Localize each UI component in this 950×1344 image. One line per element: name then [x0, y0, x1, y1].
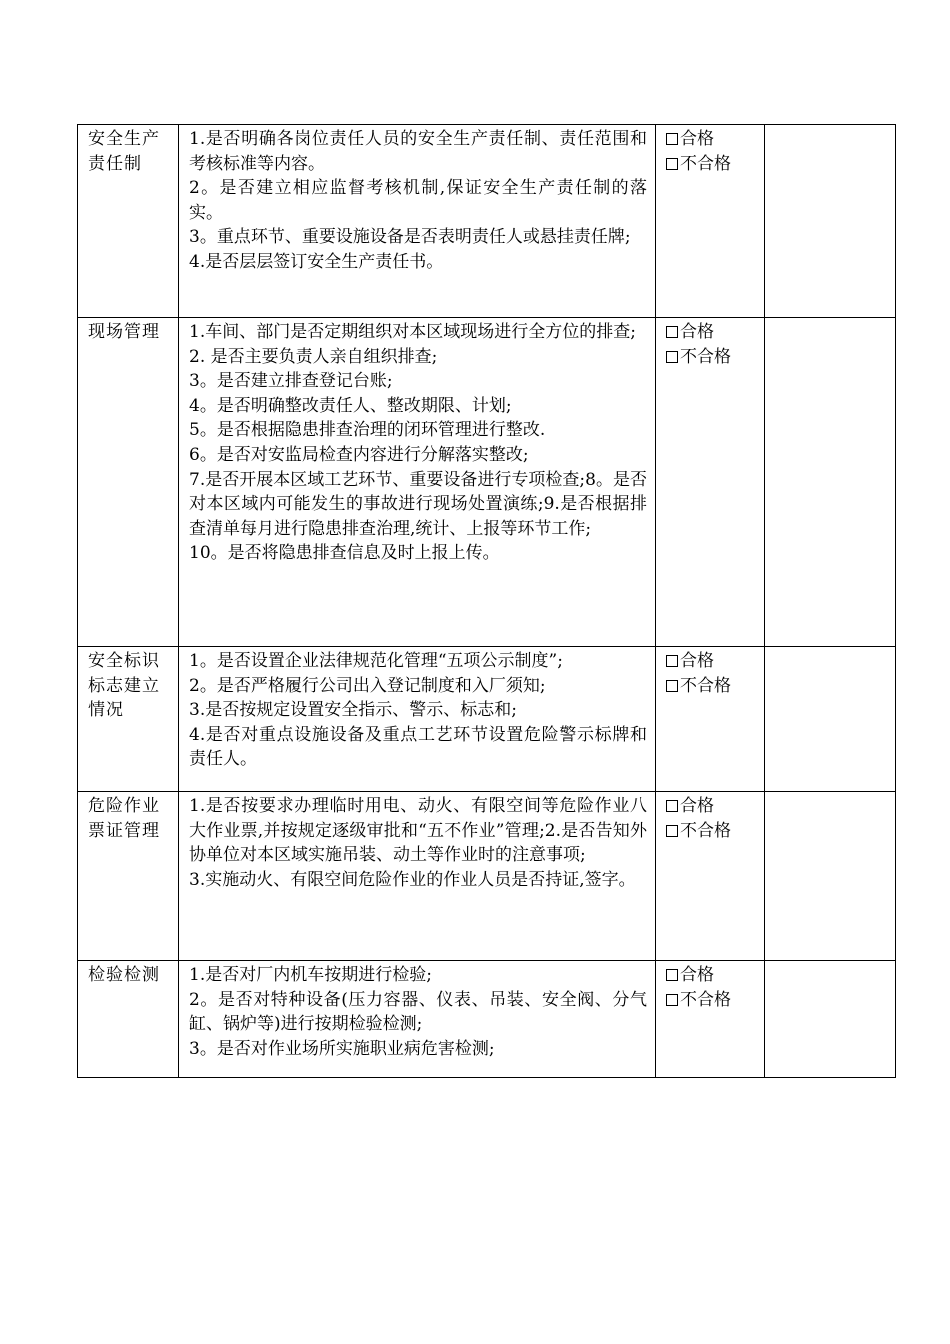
pass-checkbox[interactable] — [666, 326, 678, 338]
pass-checkbox[interactable] — [666, 800, 678, 812]
remark-cell — [765, 318, 896, 647]
check-item: 3。是否对作业场所实施职业病危害检测; — [189, 1038, 495, 1059]
pass-label: 合格 — [680, 796, 714, 816]
inspection-checklist-table — [77, 124, 896, 1078]
check-item: 1.是否明确各岗位责任人员的安全生产责任制、责任范围和考核标准等内容。 — [189, 129, 647, 174]
check-item: 2。是否对特种设备(压力容器、仪表、吊装、安全阀、分气缸、锅炉等)进行按期检验检测; — [189, 989, 647, 1035]
result-cell — [656, 647, 765, 792]
category-cell: 安全标识标志建立情况 — [78, 647, 179, 792]
fail-option[interactable] — [666, 152, 760, 177]
fail-label: 不合格 — [680, 675, 731, 696]
content-cell — [179, 125, 656, 318]
check-item: 6。是否对安监局检查内容进行分解落实整改; — [189, 444, 529, 465]
table-row — [78, 792, 896, 961]
check-item: 3.实施动火、有限空间危险作业的作业人员是否持证,签字。 — [189, 869, 636, 890]
check-item: 4.是否层层签订安全生产责任书。 — [189, 251, 444, 272]
remark-cell — [765, 961, 896, 1078]
pass-option[interactable] — [666, 127, 760, 152]
content-cell — [179, 318, 656, 647]
check-item: 2。是否建立相应监督考核机制,保证安全生产责任制的落实。 — [189, 178, 647, 223]
fail-option[interactable] — [666, 345, 760, 370]
check-item: 2. 是否主要负责人亲自组织排查; — [189, 346, 438, 367]
fail-checkbox[interactable] — [666, 825, 678, 837]
category-cell: 危险作业票证管理 — [78, 792, 179, 961]
fail-option[interactable] — [666, 819, 760, 844]
content-cell — [179, 647, 656, 792]
category-cell: 现场管理 — [78, 318, 179, 647]
check-item: 4。是否明确整改责任人、整改期限、计划; — [189, 395, 512, 416]
check-item: 1.车间、部门是否定期组织对本区域现场进行全方位的排查; — [189, 322, 636, 342]
category-cell: 安全生产责任制 — [78, 125, 179, 318]
fail-checkbox[interactable] — [666, 994, 678, 1006]
remark-cell — [765, 792, 896, 961]
result-cell — [656, 961, 765, 1078]
content-cell — [179, 961, 656, 1078]
result-cell — [656, 792, 765, 961]
fail-option[interactable] — [666, 988, 760, 1013]
check-item: 4.是否对重点设施设备及重点工艺环节设置危险警示标牌和责任人。 — [189, 724, 647, 770]
pass-label: 合格 — [680, 322, 714, 342]
pass-label: 合格 — [680, 651, 714, 671]
fail-checkbox[interactable] — [666, 680, 678, 692]
result-cell — [656, 318, 765, 647]
check-item: 1.是否按要求办理临时用电、动火、有限空间等危险作业八大作业票,并按规定逐级审批和“五不作业”管理;2.是否告知外协单位对本区域实施吊装、动土等作业时的注意事项; — [189, 796, 647, 866]
remark-cell — [765, 647, 896, 792]
fail-label: 不合格 — [680, 820, 731, 841]
pass-option[interactable] — [666, 963, 760, 988]
fail-option[interactable] — [666, 674, 760, 699]
pass-label: 合格 — [680, 129, 714, 149]
pass-checkbox[interactable] — [666, 969, 678, 981]
check-item: 1。是否设置企业法律规范化管理“五项公示制度”; — [189, 651, 563, 671]
result-cell — [656, 125, 765, 318]
category-cell: 检验检测 — [78, 961, 179, 1078]
table-row — [78, 125, 896, 318]
check-item: 5。是否根据隐患排查治理的闭环管理进行整改. — [189, 420, 546, 441]
fail-checkbox[interactable] — [666, 158, 678, 170]
fail-checkbox[interactable] — [666, 351, 678, 363]
fail-label: 不合格 — [680, 346, 731, 367]
pass-option[interactable] — [666, 649, 760, 674]
check-item: 7.是否开展本区域工艺环节、重要设备进行专项检查;8。是否对本区域内可能发生的事故进行现场处置演练;9.是否根据排查清单每月进行隐患排查治理,统计、上报等环节工作; — [189, 469, 647, 539]
pass-option[interactable] — [666, 320, 760, 345]
pass-label: 合格 — [680, 965, 714, 985]
remark-cell — [765, 125, 896, 318]
check-item: 1.是否对厂内机车按期进行检验; — [189, 965, 432, 985]
check-item: 3.是否按规定设置安全指示、警示、标志和; — [189, 700, 517, 721]
check-item: 3。是否建立排查登记台账; — [189, 371, 393, 392]
check-item: 10。是否将隐患排查信息及时上报上传。 — [189, 543, 500, 564]
pass-checkbox[interactable] — [666, 133, 678, 145]
content-cell — [179, 792, 656, 961]
table-row — [78, 647, 896, 792]
table-row — [78, 961, 896, 1078]
pass-option[interactable] — [666, 794, 760, 819]
pass-checkbox[interactable] — [666, 655, 678, 667]
fail-label: 不合格 — [680, 989, 731, 1010]
fail-label: 不合格 — [680, 153, 731, 174]
check-item: 2。是否严格履行公司出入登记制度和入厂须知; — [189, 675, 546, 696]
check-item: 3。重点环节、重要设施设备是否表明责任人或悬挂责任牌; — [189, 227, 631, 248]
table-row — [78, 318, 896, 647]
